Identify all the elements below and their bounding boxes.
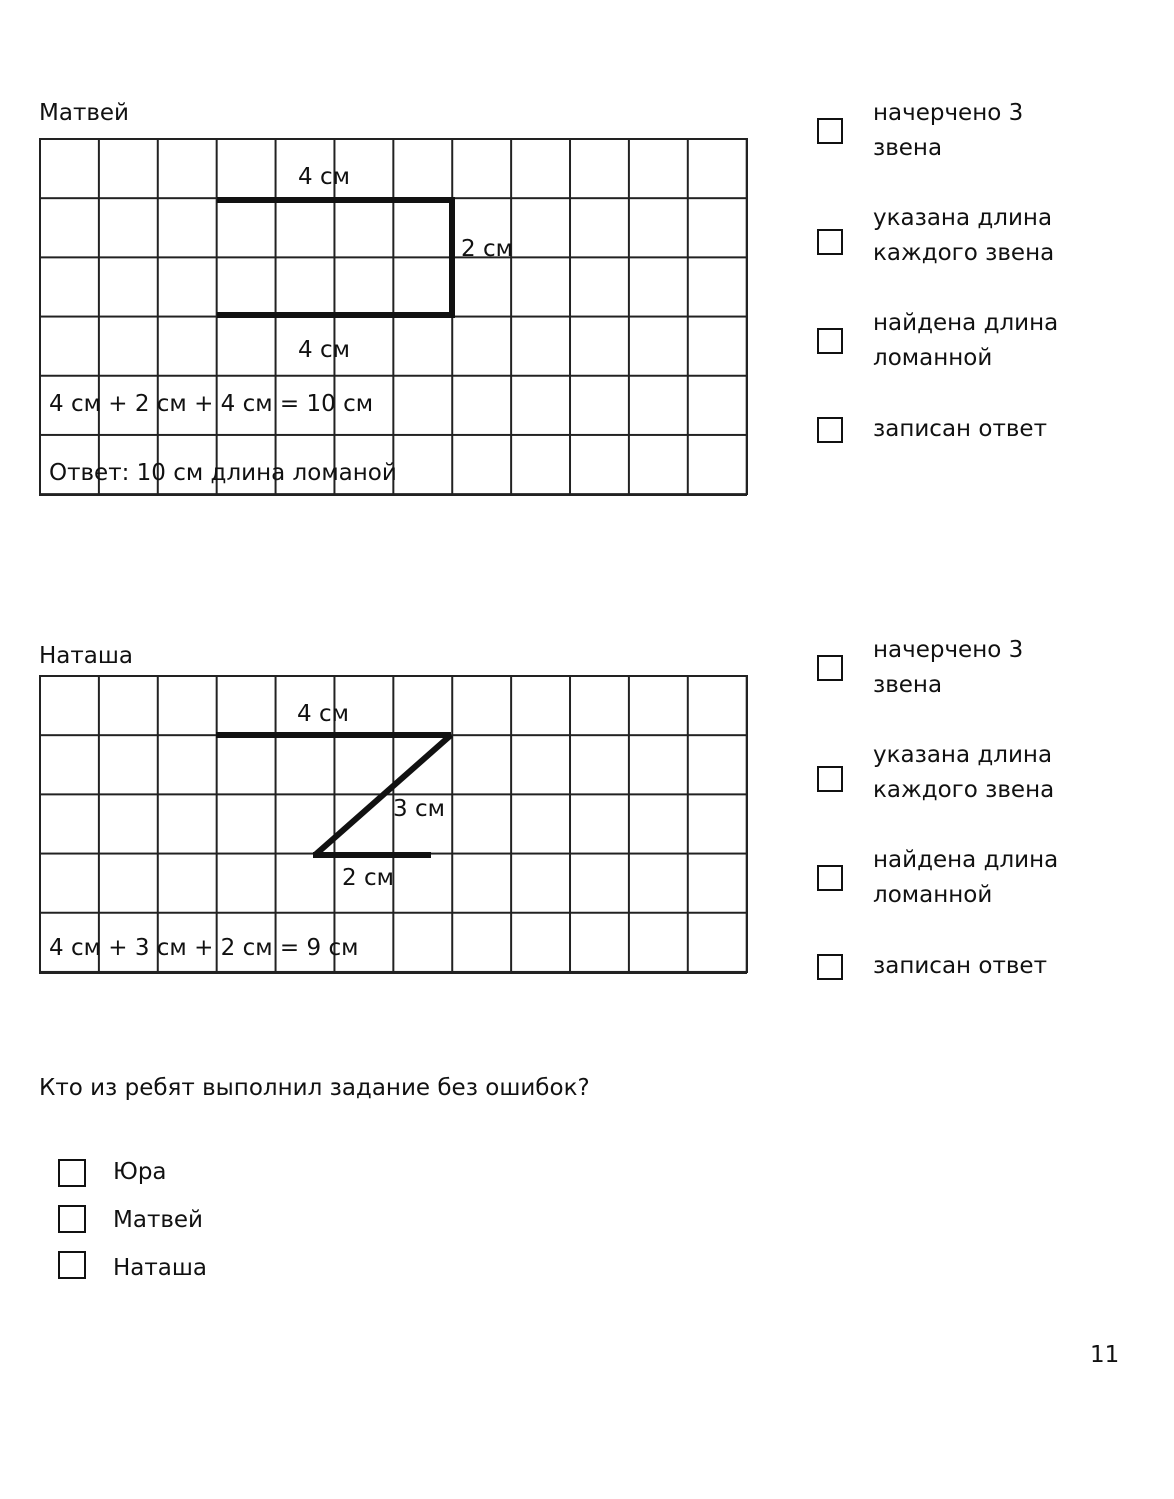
natasha-criterion-2: указана длина каждого звена: [873, 742, 1055, 803]
matvey-segment-right: [449, 197, 455, 318]
natasha-criterion-checkbox-1[interactable]: [817, 655, 843, 681]
matvey-name: Матвей: [39, 100, 129, 126]
question-text: Кто из ребят выполнил задание без ошибок?: [39, 1075, 590, 1101]
natasha-equation: 4 см + 3 см + 2 см = 9 см: [49, 935, 359, 961]
matvey-criterion-checkbox-3[interactable]: [817, 328, 843, 354]
natasha-criterion-3: найдена длина ломанной: [873, 847, 1059, 908]
matvey-label-bottom: 4 см: [298, 337, 350, 363]
matvey-equation: 4 см + 2 см + 4 см = 10 см: [49, 391, 374, 417]
natasha-criterion-4: записан ответ: [873, 953, 1047, 979]
option-label-yura: Юра: [113, 1159, 167, 1185]
natasha-label-top: 4 см: [297, 701, 349, 727]
matvey-label-right: 2 см: [461, 236, 513, 262]
option-label-natasha: Наташа: [113, 1255, 208, 1281]
matvey-segment-top: [217, 197, 455, 203]
option-checkbox-yura[interactable]: [58, 1159, 86, 1187]
natasha-polyline: [39, 675, 747, 973]
matvey-criterion-1: начерчено 3 звена: [873, 100, 1024, 161]
page-number: 11: [1090, 1342, 1120, 1368]
matvey-criterion-3: найдена длина ломанной: [873, 310, 1059, 371]
matvey-criterion-checkbox-1[interactable]: [817, 118, 843, 144]
matvey-label-top: 4 см: [298, 164, 350, 190]
matvey-criterion-checkbox-2[interactable]: [817, 229, 843, 255]
matvey-criterion-checkbox-4[interactable]: [817, 417, 843, 443]
natasha-criterion-checkbox-4[interactable]: [817, 954, 843, 980]
matvey-answer: Ответ: 10 см длина ломаной: [49, 460, 397, 486]
matvey-criterion-4: записан ответ: [873, 416, 1047, 442]
natasha-criterion-1: начерчено 3 звена: [873, 637, 1024, 698]
natasha-grid: [39, 675, 747, 973]
natasha-criterion-checkbox-2[interactable]: [817, 766, 843, 792]
option-label-matvey: Матвей: [113, 1207, 203, 1233]
natasha-criterion-checkbox-3[interactable]: [817, 865, 843, 891]
natasha-label-bottom: 2 см: [342, 865, 394, 891]
matvey-segment-bottom: [217, 312, 455, 318]
natasha-segment-diagonal: [315, 735, 451, 855]
matvey-criterion-2: указана длина каждого звена: [873, 205, 1055, 266]
natasha-name: Наташа: [39, 643, 134, 669]
matvey-grid: [39, 138, 747, 495]
natasha-label-diag: 3 см: [393, 796, 445, 822]
option-checkbox-matvey[interactable]: [58, 1205, 86, 1233]
option-checkbox-natasha[interactable]: [58, 1251, 86, 1279]
